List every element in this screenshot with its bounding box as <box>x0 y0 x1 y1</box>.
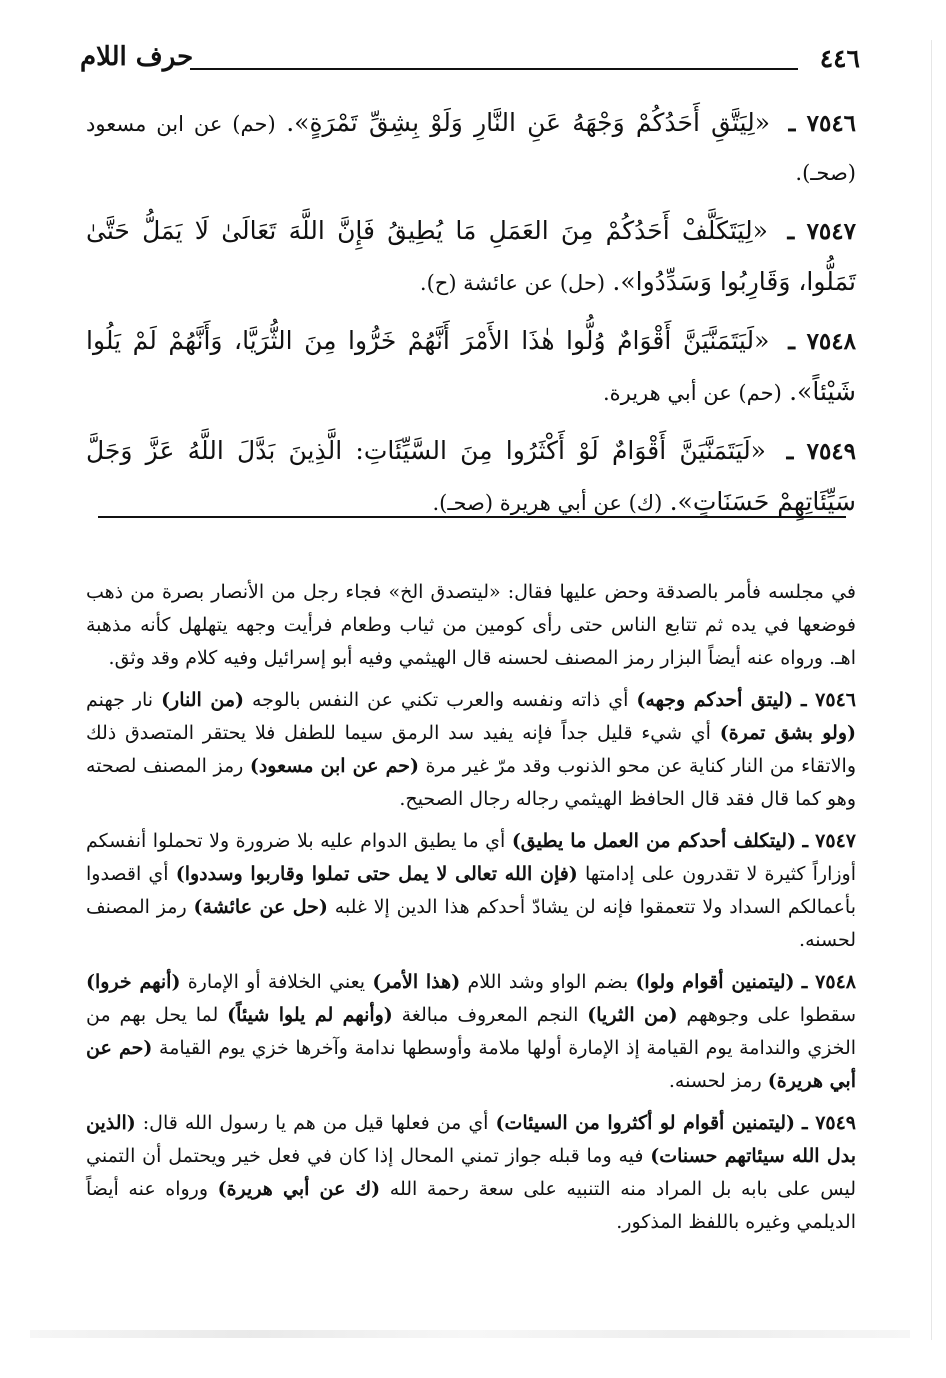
page-number: ٤٤٦ <box>819 44 860 73</box>
commentary-text: رمز المصنف لصحته وهو كما قال فقد قال الحافظ الهيثمي رجاله رجال الصحيح. <box>86 755 856 810</box>
commentary-text: النجم المعروف مبالغة <box>392 1004 588 1026</box>
running-title: حرف اللام <box>80 42 194 72</box>
hadith-7548 <box>86 316 856 418</box>
commentary-7549 <box>86 1107 856 1239</box>
source-reference: (حم عن ابن مسعود) <box>249 755 419 777</box>
commentary-text: بضم الواو وشد اللام <box>460 971 636 993</box>
hadith-body: «لِيَتَّقِ أَحَدُكُمْ وَجْهَهُ عَنِ النَّارِ وَلَوْ بِشِقِّ تَمْرَةٍ». <box>286 108 771 137</box>
hadith-source: (حل) عن عائشة (ح). <box>419 271 606 295</box>
commentary-text: أي اقصدوا بأعمالكم السداد ولا تتعمقوا فإنه لن يشادّ أحدكم هذا الدين إلا غلبه <box>86 863 856 918</box>
quoted-phrase: (وأنهم لم يلوا شيئاً) <box>227 1004 393 1026</box>
commentary-text: رمز لحسنه. <box>668 1070 768 1092</box>
quoted-phrase: (ليتق أحدكم وجهه) <box>636 689 794 711</box>
quoted-phrase: (ليتمنين أقوام لو أكثروا من السيئات) <box>495 1112 796 1134</box>
commentary-text: سقطوا على وجوههم <box>677 1004 856 1026</box>
commentary-text: أي من فعلها قيل من هم يا رسول الله قال: <box>135 1112 496 1134</box>
hadith-number: ٧٥٤٧ ـ <box>787 218 856 245</box>
hadith-7549 <box>86 426 856 528</box>
commentary-number: ٧٥٤٦ ـ <box>801 689 856 711</box>
quoted-phrase: (الذين بدل الله سيئاتهم حسنات) <box>86 1112 856 1167</box>
commentary-number: ٧٥٤٧ ـ <box>802 830 856 852</box>
commentary-7546 <box>86 684 856 816</box>
quoted-phrase: (من النار) <box>161 689 244 711</box>
commentary-text: نار جهنم <box>86 689 162 711</box>
hadith-number: ٧٥٤٨ ـ <box>788 328 856 355</box>
commentary-text: ورواه عنه أيضاً الديلمي وغيره باللفظ المذكور. <box>86 1178 856 1233</box>
hadith-number: ٧٥٤٦ ـ <box>788 110 857 137</box>
commentary-text: أي شيء قليل جداً فإنه يفيد سد الرمق سيما للطفل فلا يحتقر المتصدق ذلك والاتقاء من النار كناية عن محو الذنوب وقد مرّ غير مرة <box>86 722 857 777</box>
quoted-phrase: (أنهم خروا) <box>86 971 181 993</box>
page-header <box>80 38 860 78</box>
source-reference: (حم عن أبي هريرة) <box>86 1037 856 1092</box>
scan-noise <box>30 1330 910 1338</box>
header-rule <box>190 68 798 70</box>
quoted-phrase: (ليتكلف أحدكم من العمل ما يطيق) <box>511 830 797 852</box>
hadith-number: ٧٥٤٩ ـ <box>786 438 857 465</box>
hadith-source: (ك) عن أبي هريرة (صحـ). <box>432 491 663 515</box>
hadith-source: (حم) عن ابن مسعود (صحـ). <box>86 112 856 185</box>
commentary-text: رمز المصنف لحسنه. <box>86 896 856 951</box>
quoted-phrase: (من الثريا) <box>587 1004 678 1026</box>
hadith-source: (حم) عن أبي هريرة. <box>602 381 782 405</box>
commentary-intro: في مجلسه فأمر بالصدقة وحض عليها فقال: «ليتصدق الخ» فجاء رجل من الأنصار بصرة من ذهب فوضعها في يده ثم تتابع الناس حتى رأى كومين من ثياب وطعام فرأيت وجهه يتهلهل كأنه مذهبة اهـ. ورواه عنه أيضاً البزار رمز المصنف لحسنه قال الهيثمي وفيه أبو إسرائيل وفيه كلام وقد وثق. <box>86 581 856 669</box>
hadith-body: «لِيَتَكَلَّفْ أَحَدُكُمْ مِنَ العَمَلِ مَا يُطِيقُ فَإِنَّ اللَّهَ تَعَالَىٰ لَا يَمَلُّ حَتَّىٰ تَمَلُّوا، وَقَارِبُوا وَسَدِّدُوا». <box>86 216 856 296</box>
hadith-text-block <box>86 98 856 536</box>
hadith-body: «لَيَتَمَنَّيَنَّ أَقْوَامٌ لَوْ أَكْثَرُوا مِنَ السَّيِّئَاتِ: الَّذِينَ بَدَّلَ اللَّهُ عَزَّ وَجَلَّ سَيِّئَاتِهِمْ حَسَنَاتٍ». <box>86 436 856 516</box>
commentary-text: أي ما يطيق الدوام عليه بلا ضرورة ولا تحملوا أنفسكم أوزاراً كثيرة لا تقدرون على إدامتها <box>86 830 856 885</box>
commentary-text: فيه وما قبله جواز تمني المحال إذا كان في فعل خير ويحتمل أن التمني ليس على بابه بل المراد منه التنبيه على سعة رحمة الله <box>86 1145 856 1200</box>
commentary-7547 <box>86 825 856 957</box>
commentary-number: ٧٥٤٨ ـ <box>801 971 856 993</box>
hadith-body: «لَيَتَمَنَّيَنَّ أَقْوَامٌ وُلُّوا هٰذَا الأَمْرَ أَنَّهُمْ خَرُّوا مِنَ الثُّرَيَّا، وَأَنَّهُمْ لَمْ يَلُوا شَيْئاً». <box>86 326 856 406</box>
source-reference: (حل عن عائشة) <box>193 896 328 918</box>
quoted-phrase: (ولو بشق تمرة) <box>719 722 856 744</box>
commentary-text: يعني الخلافة أو الإمارة <box>180 971 373 993</box>
footnote-divider <box>98 516 846 518</box>
commentary-block <box>86 576 856 1248</box>
quoted-phrase: (فإن الله تعالى لا يمل حتى تملوا وقاربوا وسددوا) <box>175 863 578 885</box>
commentary-7548 <box>86 966 856 1098</box>
commentary-number: ٧٥٤٩ ـ <box>802 1112 857 1134</box>
quoted-phrase: (ليتمنين أقوام ولوا) <box>635 971 795 993</box>
commentary-text: لما يحل بهم من الخزي والندامة يوم القيامة إذ الإمارة أولها ملامة وأوسطها ندامة وآخرها خزي يوم القيامة <box>86 1004 857 1059</box>
source-reference: (ك عن أبي هريرة) <box>217 1178 381 1200</box>
quoted-phrase: (هذا الأمر) <box>372 971 461 993</box>
hadith-7546 <box>86 98 856 198</box>
hadith-7547 <box>86 206 856 308</box>
scan-edge <box>931 40 932 1340</box>
commentary-text: أي ذاته ونفسه والعرب تكني عن النفس بالوجه <box>243 689 637 711</box>
